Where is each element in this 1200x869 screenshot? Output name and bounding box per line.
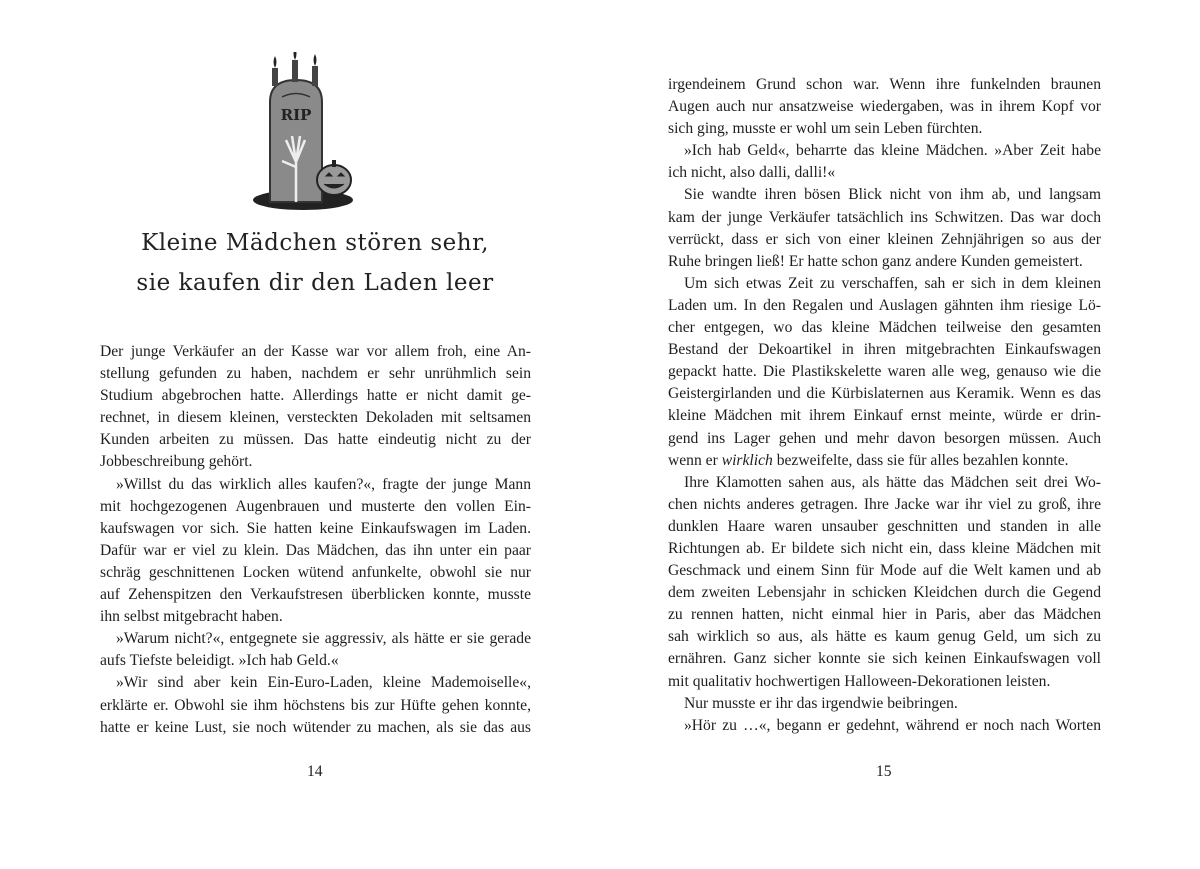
text-line bbox=[668, 428, 1101, 450]
text-line bbox=[100, 341, 531, 363]
text-segment: kam der junge Verkäufer tatsächlich ins Schwitzen. Das war doch bbox=[668, 208, 1101, 226]
text-line bbox=[668, 96, 1101, 118]
text-segment: Sie wandte ihren bösen Blick nicht von ihm ab, und langsam bbox=[684, 186, 1101, 204]
text-segment: ernähren. Ganz sicher konnte sie sich keinen Einkaufswagen voll bbox=[668, 650, 1101, 668]
text-segment: gend ins Lager gehen und mehr davon besorgen müssen. Auch bbox=[668, 429, 1101, 447]
text-segment: rechnet, in diesem kleinen, versteckten Dekoladen mit seltsamen bbox=[100, 409, 531, 427]
text-segment: chen nichts anderes getragen. Ihre Jacke war ihr viel zu groß, ihre bbox=[668, 495, 1101, 513]
emphasis-text: wirklich bbox=[721, 451, 773, 469]
text-line bbox=[668, 118, 1101, 140]
text-segment: aufs Tiefste beleidigt. »Ich hab Geld.« bbox=[100, 652, 339, 670]
text-line bbox=[668, 604, 1101, 626]
text-segment: Geistergirlanden und die Kürbislaternen aus Keramik. Wenn es das bbox=[668, 385, 1101, 403]
text-segment: verrückt, dass er sich von einer kleinen Zehnjährigen so aus der bbox=[668, 230, 1101, 248]
text-segment: bezweifelte, dass sie für alles bezahlen konnte. bbox=[772, 451, 1069, 469]
text-line bbox=[100, 606, 531, 628]
rip-label: RIP bbox=[280, 106, 312, 124]
page-number-right: 15 bbox=[876, 763, 892, 780]
right-body-text bbox=[668, 74, 1101, 737]
text-line bbox=[100, 407, 531, 429]
text-line bbox=[100, 429, 531, 451]
text-segment: Ruhe bringen ließ! Er hatte schon ganz andere Kunden gemeistert. bbox=[668, 252, 1083, 270]
text-segment: dem zweiten Lebensjahr in schicken Kleidchen durch die Gegend bbox=[668, 584, 1101, 602]
text-segment: erklärte er. Obwohl sie ihm höchstens bis zur Hüfte gehen konnte, bbox=[100, 696, 531, 714]
text-segment: Augen auch nur ansatzweise wiedergaben, was in ihrem Kopf vor bbox=[668, 98, 1101, 116]
text-segment: stellung gefunden zu haben, nachdem er sehr unrühmlich sein bbox=[100, 365, 531, 383]
text-line bbox=[668, 538, 1101, 560]
text-segment: zu rennen hatten, nicht einmal hier in Paris, aber das Mädchen bbox=[668, 606, 1101, 624]
text-line bbox=[668, 516, 1101, 538]
text-line bbox=[100, 672, 531, 694]
text-segment: »Warum nicht?«, entgegnete sie aggressiv, als hätte er sie gerade bbox=[116, 630, 531, 648]
text-line bbox=[100, 363, 531, 385]
text-segment: Der junge Verkäufer an der Kasse war vor allem froh, eine An- bbox=[100, 343, 531, 360]
text-segment: Jobbeschreibung gehört. bbox=[100, 453, 253, 471]
text-segment: hatte er keine Lust, sie noch wütender zu machen, als sie das aus bbox=[100, 718, 531, 736]
text-line bbox=[668, 560, 1101, 582]
text-line bbox=[668, 626, 1101, 648]
text-line bbox=[668, 405, 1101, 427]
text-line bbox=[668, 251, 1101, 273]
text-segment: »Ich hab Geld«, beharrte das kleine Mädchen. »Aber Zeit habe bbox=[684, 142, 1101, 160]
text-line bbox=[668, 339, 1101, 361]
text-line bbox=[668, 671, 1101, 693]
text-segment: kleine Mädchen mit ihrem Einkauf ernst meinte, würde er drin- bbox=[668, 407, 1101, 425]
chapter-title-line-2: sie kaufen dir den Laden leer bbox=[136, 270, 494, 296]
text-segment: gepackt hatte. Die Plastikskelette waren alle weg, genauso wie die bbox=[668, 363, 1101, 381]
text-segment: Dafür war er viel zu klein. Das Mädchen, das ihn unter ein paar bbox=[100, 541, 531, 559]
text-segment: dunklen Haare waren unsauber geschnitten und standen in alle bbox=[668, 517, 1101, 535]
text-line bbox=[668, 361, 1101, 383]
text-line bbox=[100, 518, 531, 540]
text-segment: Laden um. In den Regalen und Auslagen gähnten ihm riesige Lö- bbox=[668, 296, 1101, 314]
text-line bbox=[100, 695, 531, 717]
text-segment: ihn selbst mitgebracht haben. bbox=[100, 608, 283, 626]
text-line bbox=[668, 74, 1101, 96]
text-line bbox=[100, 451, 531, 473]
text-segment: Bestand der Dekoartikel in ihren mitgebrachten Einkaufswagen bbox=[668, 341, 1101, 359]
text-line bbox=[668, 582, 1101, 604]
text-line bbox=[100, 385, 531, 407]
text-segment: wenn er bbox=[668, 451, 722, 469]
text-line bbox=[668, 693, 1101, 715]
text-segment: Ihre Klamotten sahen aus, als hätte das Mädchen seit drei Wo- bbox=[684, 473, 1101, 491]
text-line bbox=[668, 207, 1101, 229]
text-segment: sich ging, musste er wohl um sein Leben fürchten. bbox=[668, 120, 983, 138]
text-segment: irgendeinem Grund schon war. Wenn ihre funkelnden braunen bbox=[668, 76, 1101, 93]
text-line bbox=[668, 383, 1101, 405]
text-segment: »Willst du das wirklich alles kaufen?«, fragte der junge Mann bbox=[116, 475, 531, 493]
text-segment: schräg geschnittenen Locken wütend anfunkelte, obwohl sie nur bbox=[100, 563, 531, 581]
text-segment: Geschmack und einem Sinn für Mode auf die Welt kamen und ab bbox=[668, 562, 1101, 580]
text-segment: Studium abgebrochen hatte. Allerdings hatte er nicht damit ge- bbox=[100, 387, 531, 405]
text-line bbox=[668, 715, 1101, 737]
left-body-text bbox=[100, 341, 531, 739]
text-line bbox=[668, 162, 1101, 184]
text-line bbox=[668, 450, 1101, 472]
text-line bbox=[100, 628, 531, 650]
page-number-left: 14 bbox=[307, 763, 323, 780]
text-line bbox=[100, 717, 531, 739]
candles-icon bbox=[272, 52, 318, 86]
tombstone-illustration bbox=[248, 52, 358, 212]
text-segment: mit qualitativ hochwertigen Halloween-Dekorationen leisten. bbox=[668, 672, 1051, 690]
text-line bbox=[100, 584, 531, 606]
text-line bbox=[668, 648, 1101, 670]
text-line bbox=[100, 496, 531, 518]
text-segment: sah wirklich so aus, als hätte es kaum genug Geld, um sich zu bbox=[668, 628, 1101, 646]
text-segment: ich nicht, also dalli, dalli!« bbox=[668, 164, 836, 182]
text-segment: mit hochgezogenen Augenbrauen und musterte den vollen Ein- bbox=[100, 497, 531, 515]
text-line bbox=[668, 184, 1101, 206]
text-line bbox=[668, 472, 1101, 494]
text-segment: cher entgegen, wo das kleine Mädchen teilweise den gesamten bbox=[668, 319, 1101, 337]
text-segment: auf Zehenspitzen den Verkaufstresen überblicken konnte, musste bbox=[100, 586, 531, 604]
text-segment: Um sich etwas Zeit zu verschaffen, sah er sich in dem kleinen bbox=[684, 274, 1101, 292]
text-segment: »Hör zu …«, begann er gedehnt, während er noch nach Worten bbox=[684, 716, 1101, 734]
text-line bbox=[668, 140, 1101, 162]
right-page bbox=[600, 0, 1200, 869]
chapter-title-line-1: Kleine Mädchen stören sehr, bbox=[141, 230, 489, 256]
text-line bbox=[100, 540, 531, 562]
text-line bbox=[668, 229, 1101, 251]
text-segment: kaufswagen vor sich. Sie hatten keine Einkaufswagen im Laden. bbox=[100, 519, 531, 537]
text-segment: Kunden arbeiten zu müssen. Das hatte eindeutig nicht zu der bbox=[100, 431, 531, 449]
text-line bbox=[668, 273, 1101, 295]
text-line bbox=[668, 494, 1101, 516]
text-line bbox=[668, 295, 1101, 317]
text-line bbox=[100, 474, 531, 496]
text-segment: Richtungen ab. Er bildete sich nicht ein, dass kleine Mädchen mit bbox=[668, 539, 1101, 557]
text-line bbox=[100, 562, 531, 584]
text-line bbox=[668, 317, 1101, 339]
text-segment: Nur musste er ihr das irgendwie beibringen. bbox=[684, 694, 958, 712]
text-line bbox=[100, 650, 531, 672]
text-segment: »Wir sind aber kein Ein-Euro-Laden, kleine Mademoiselle«, bbox=[116, 674, 531, 692]
